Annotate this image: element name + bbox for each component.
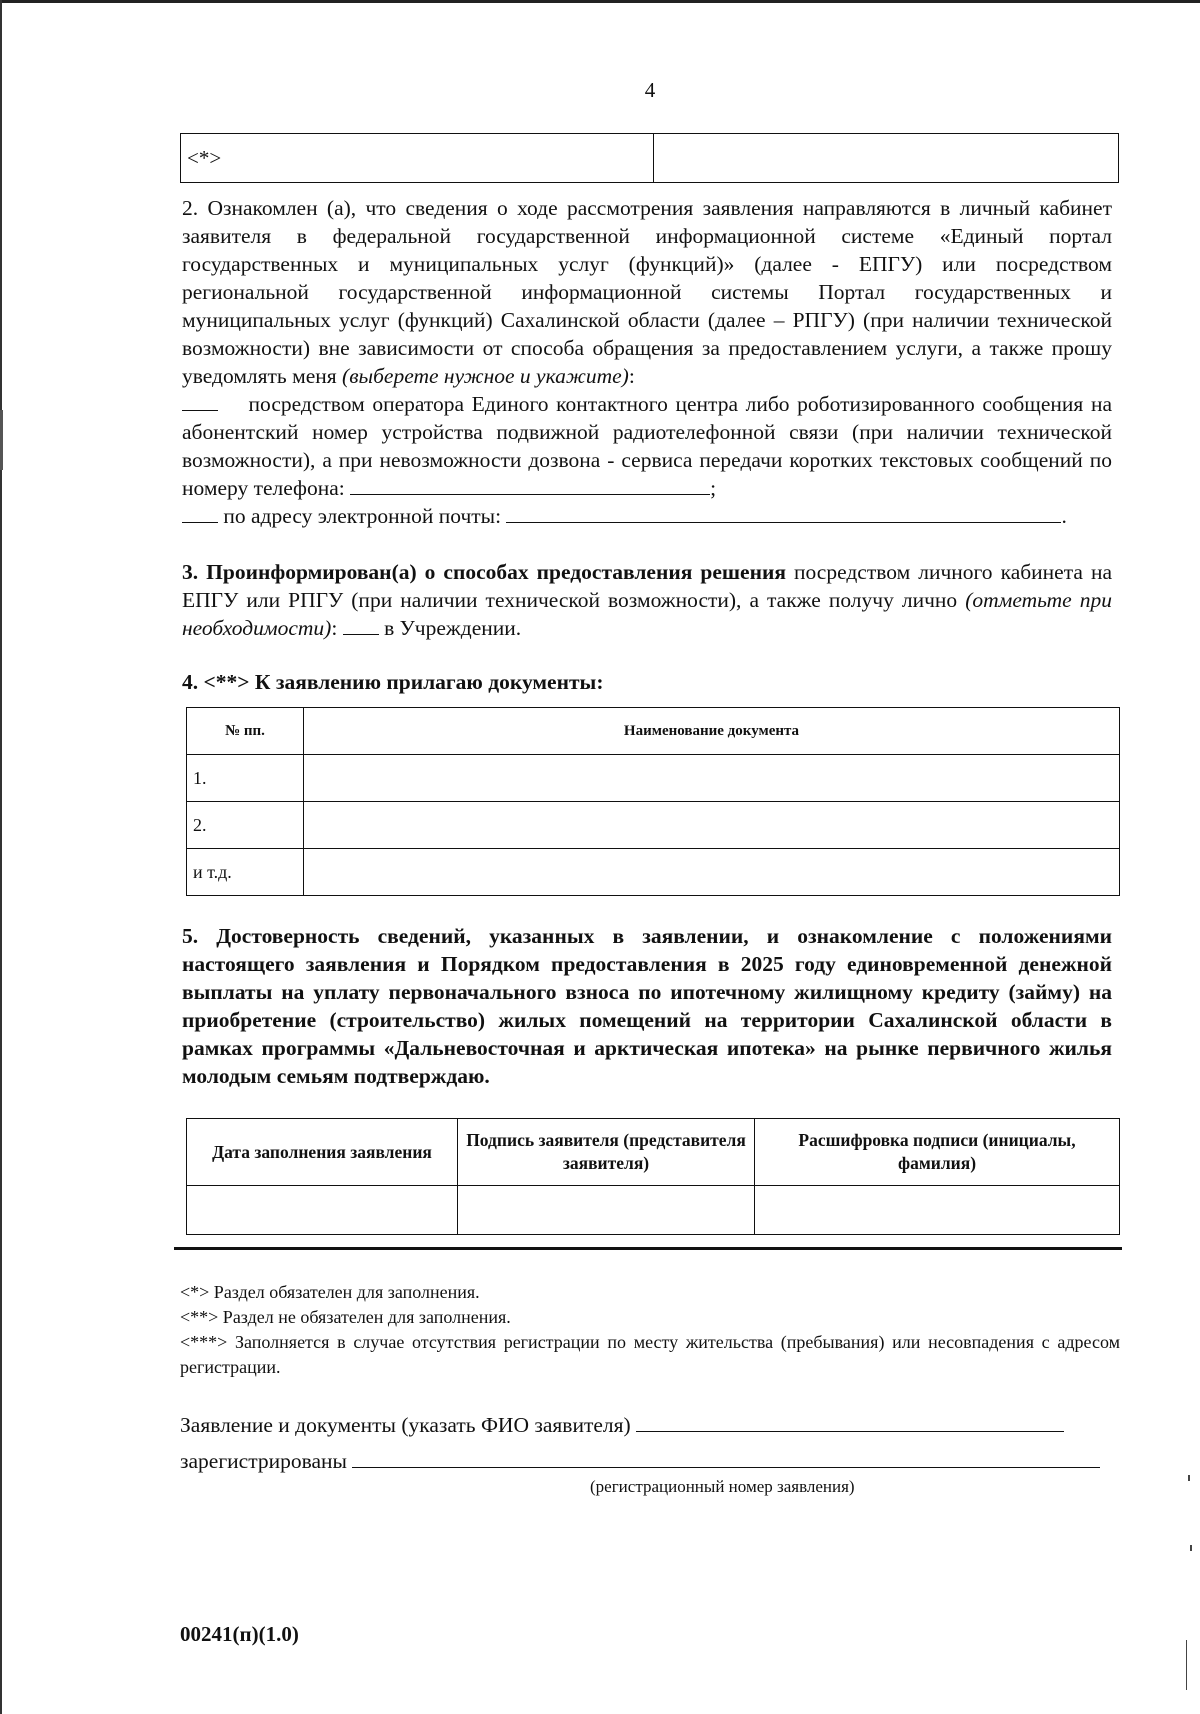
section-4-title: 4. <**> К заявлению прилагаю документы: — [182, 670, 604, 694]
col-document-header: Наименование документа — [304, 708, 1120, 755]
row-number: и т.д. — [187, 849, 304, 896]
table-row — [187, 802, 1120, 849]
option-phone — [182, 390, 1112, 502]
footnote: <***> Заполняется в случае отсутствия регистрации по месту жительства (пребывания) или несовпадения с адресом регистрации. — [180, 1332, 1120, 1377]
phone-field[interactable] — [350, 476, 710, 495]
section-5-text: 5. Достоверность сведений, указанных в заявлении, и ознакомление с положениями настоящего заявления и Порядком предоставления в 2025 году единовременной денежной выплаты на уплату первоначального взноса по ипотечному жилищному кредиту (займу) на приобретение (строительство) жилых помещений на территории Сахалинской области в рамках программы «Дальневосточная и арктическая ипотека» на рынке первичного жилья молодым семьям подтверждаю. — [182, 924, 1112, 1088]
scan-edge-top — [0, 0, 1200, 3]
section-2-hint: (выберете нужное и укажите) — [342, 364, 629, 388]
footnotes — [180, 1280, 1120, 1380]
section-3-hint: (отметьте при необходимости) — [182, 588, 1112, 640]
signature-table — [186, 1118, 1120, 1235]
page-number: 4 — [644, 78, 656, 102]
document-name-cell[interactable] — [304, 849, 1120, 896]
footnote: <*> Раздел обязателен для заполнения. — [180, 1282, 480, 1302]
section-3 — [182, 558, 1112, 642]
row-number: 2. — [187, 802, 304, 849]
document-name-cell[interactable] — [304, 802, 1120, 849]
signature-cell[interactable] — [458, 1186, 755, 1235]
signature-header: Подпись заявителя (представителя заявителя) — [458, 1119, 755, 1186]
section-2-colon: : — [628, 364, 635, 388]
row-number: 1. — [187, 755, 304, 802]
scan-edge-left — [0, 0, 2, 1714]
table-header-row — [187, 708, 1120, 755]
registration-caption: (регистрационный номер заявления) — [590, 1477, 855, 1496]
section-3-end: в Учреждении. — [384, 616, 522, 640]
section-3-heading: 3. Проинформирован(а) о способах предоставления решения — [182, 560, 786, 584]
scan-speck — [1190, 1545, 1192, 1551]
option-email-text: по адресу электронной почты: — [223, 504, 502, 528]
documents-table — [186, 707, 1120, 896]
table-row — [187, 755, 1120, 802]
registered-label: зарегистрированы — [180, 1449, 347, 1473]
required-section-table — [180, 133, 1119, 183]
table-row — [187, 1186, 1120, 1235]
option-phone-text: посредством оператора Единого контактного центра либо роботизированного сообщения на абонентский номер устройства подвижной радиотелефонной связи (при наличии технической возможности), а при невозможности дозвона - сервиса передачи коротких текстовых сообщений по номеру телефона: — [182, 392, 1112, 500]
document-name-cell[interactable] — [304, 755, 1120, 802]
section-5 — [182, 922, 1112, 1090]
divider — [174, 1247, 1122, 1250]
scan-edge-left-mark — [0, 410, 3, 470]
option-phone-checkbox[interactable] — [182, 392, 218, 411]
section-3-colon: : — [331, 616, 338, 640]
registration-number-line — [180, 1449, 1120, 1474]
date-header: Дата заполнения заявления — [187, 1119, 458, 1186]
email-field[interactable] — [506, 504, 1061, 523]
signature-decoding-cell[interactable] — [755, 1186, 1120, 1235]
table-header-row — [187, 1119, 1120, 1186]
section-3-body: посредством личного кабинета на ЕПГУ или РПГУ (при наличии технической возможности), а также получу лично — [182, 560, 1112, 612]
option-email-end: . — [1061, 504, 1067, 528]
applicant-name-field[interactable] — [636, 1413, 1064, 1432]
table-cell: <*> — [181, 134, 654, 183]
registration-label: Заявление и документы (указать ФИО заявителя) — [180, 1413, 631, 1437]
section-2-text — [182, 194, 1112, 390]
col-number-header: № пп. — [187, 708, 304, 755]
option-phone-end: ; — [710, 476, 717, 500]
scan-speck — [1188, 1475, 1190, 1481]
table-row — [187, 849, 1120, 896]
option-email — [182, 502, 1112, 530]
table-cell — [654, 134, 1119, 183]
date-cell[interactable] — [187, 1186, 458, 1235]
section-2-body: 2. Ознакомлен (а), что сведения о ходе рассмотрения заявления направляются в личный кабинет заявителя в федеральной государственной информационной системе «Единый портал государственных и муниципальных услуг (функций)» (далее - ЕПГУ) или посредством региональной государственной информационной системы Портал государственных и муниципальных услуг (функций) Сахалинской области (далее – РПГУ) (при наличии технической возможности) вне зависимости от способа обращения за предоставлением услуги, а также прошу уведомлять меня — [182, 196, 1112, 388]
in-person-checkbox[interactable] — [343, 616, 379, 635]
scan-speck — [1186, 1640, 1187, 1690]
registration-applicant-line — [180, 1413, 1120, 1438]
option-email-checkbox[interactable] — [182, 504, 218, 523]
registration-number-field[interactable] — [352, 1449, 1100, 1468]
section-3-text — [182, 558, 1112, 642]
footnote: <**> Раздел не обязателен для заполнения. — [180, 1307, 511, 1327]
section-2 — [182, 194, 1112, 530]
form-code: 00241(п)(1.0) — [180, 1622, 299, 1646]
signature-decoding-header: Расшифровка подписи (инициалы, фамилия) — [755, 1119, 1120, 1186]
